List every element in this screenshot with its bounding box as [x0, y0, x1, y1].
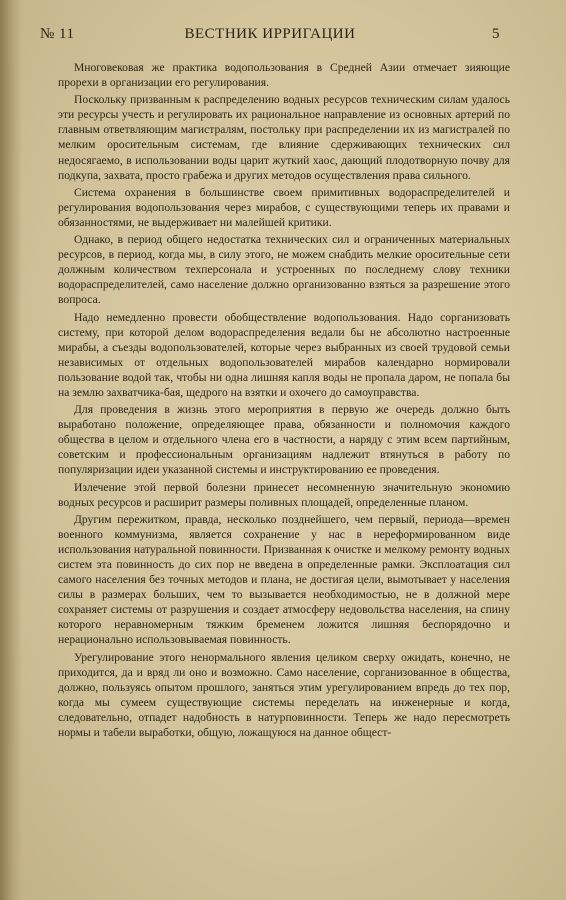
journal-title: ВЕСТНИК ИРРИГАЦИИ: [184, 26, 356, 42]
paragraph: Поскольку призванным к распределению водных ресурсов техническим силам удалось эти ресурсы учесть и регулировать их рациональное направление из основных артерий по главным ответвляющим магистралям, постольку при распределении их из магистралей по мелким оросительным системам, где влияние сдерживающих технических сил недосягаемо, в использовании воды царит жуткий хаос, дающий плодотворную почву для подкупа, захвата, просто грабежа и других методов осуществления права сильного.: [58, 93, 510, 182]
issue-number: № 11: [40, 26, 75, 42]
page-number: 5: [492, 26, 500, 42]
paragraph: Система охранения в большинстве своем примитивных водораспределителей и регулирования водопользования через мирабов, с существующими теперь их правами и обязанностями, не выдерживает ни малейшей критики.: [58, 185, 510, 229]
page-header: [40, 26, 500, 46]
paragraph: Многовековая же практика водопользования в Средней Азии отмечает зияющие прорехи в организации его регулирования.: [58, 61, 510, 90]
paragraph: Надо немедленно провести обобществление водопользования. Надо сорганизовать систему, при которой делом водораспределения ведали бы не абсолютно настроенные мирабы, а съезды водопользователей, которые через выбранных из своей трудовой семьи независимых от отдельных водопользователей мирабов календарно нормировали пользование водой так, чтобы ни одна лишняя капля воды не пропала даром, не попала бы на землю захватчика-бая, щедрого на взятки и охочего до самоуправства.: [58, 310, 510, 399]
paragraph: Другим пережитком, правда, несколько позднейшего, чем первый, периода—времен военного коммунизма, является сохранение у нас в нереформированном виде использования натуральной повинности. Призванная к очистке и мелкому ремонту водных систем эта повинность до сих пор не введена в определенные рамки. Эксплоатация сил самого населения без точных методов и плана, не достигая цели, вымотывает у населения силы в размерах больших, чем то вызывается необходимостью, не в должной мере сохраняет системы от разрушения и создает атмосферу недовольства населения, на спину которого неравномерным тяжким бременем ложится лишняя беспорядочно и нерационально использовываемая повинность.: [58, 512, 510, 647]
paragraph: Излечение этой первой болезни принесет несомненную значительную экономию водных ресурсов и расширит размеры поливных площадей, определенные планом.: [58, 480, 510, 509]
article-body: [58, 60, 510, 742]
book-spine-shadow: [0, 0, 22, 900]
paragraph: Урегулирование этого ненормального явления целиком сверху ожидать, конечно, не приходится, да и вряд ли оно и возможно. Само население, сорганизованное в общества, должно, пользуясь опытом прошлого, заняться этим урегулированием впредь до тех пор, когда мы сумеем существующие системы переделать на инженерные и когда, следовательно, отпадет надобность в натурповинности. Теперь же надо пересмотреть нормы и табели выработки, общую, ложащуюся на данное общест-: [58, 650, 510, 740]
paragraph: Однако, в период общего недостатка технических сил и ограниченных материальных ресурсов, в период, когда мы, в силу этого, не можем снабдить мелкие оросительные сети должным количеством техперсонала и устроенных по последнему слову техники водораспределителей, само население должно организованно взяться за разрешение этого вопроса.: [58, 233, 510, 307]
paragraph: Для проведения в жизнь этого мероприятия в первую же очередь должно быть выработано положение, определяющее права, обязанности и полномочия каждого общества в целом и отдельного члена его в частности, а наряду с этим всем партийным, советским и профессиональным организациям надлежит втянуться в работу по популяризации идеи указанной системы и инструктированию ее проведения.: [58, 403, 510, 477]
